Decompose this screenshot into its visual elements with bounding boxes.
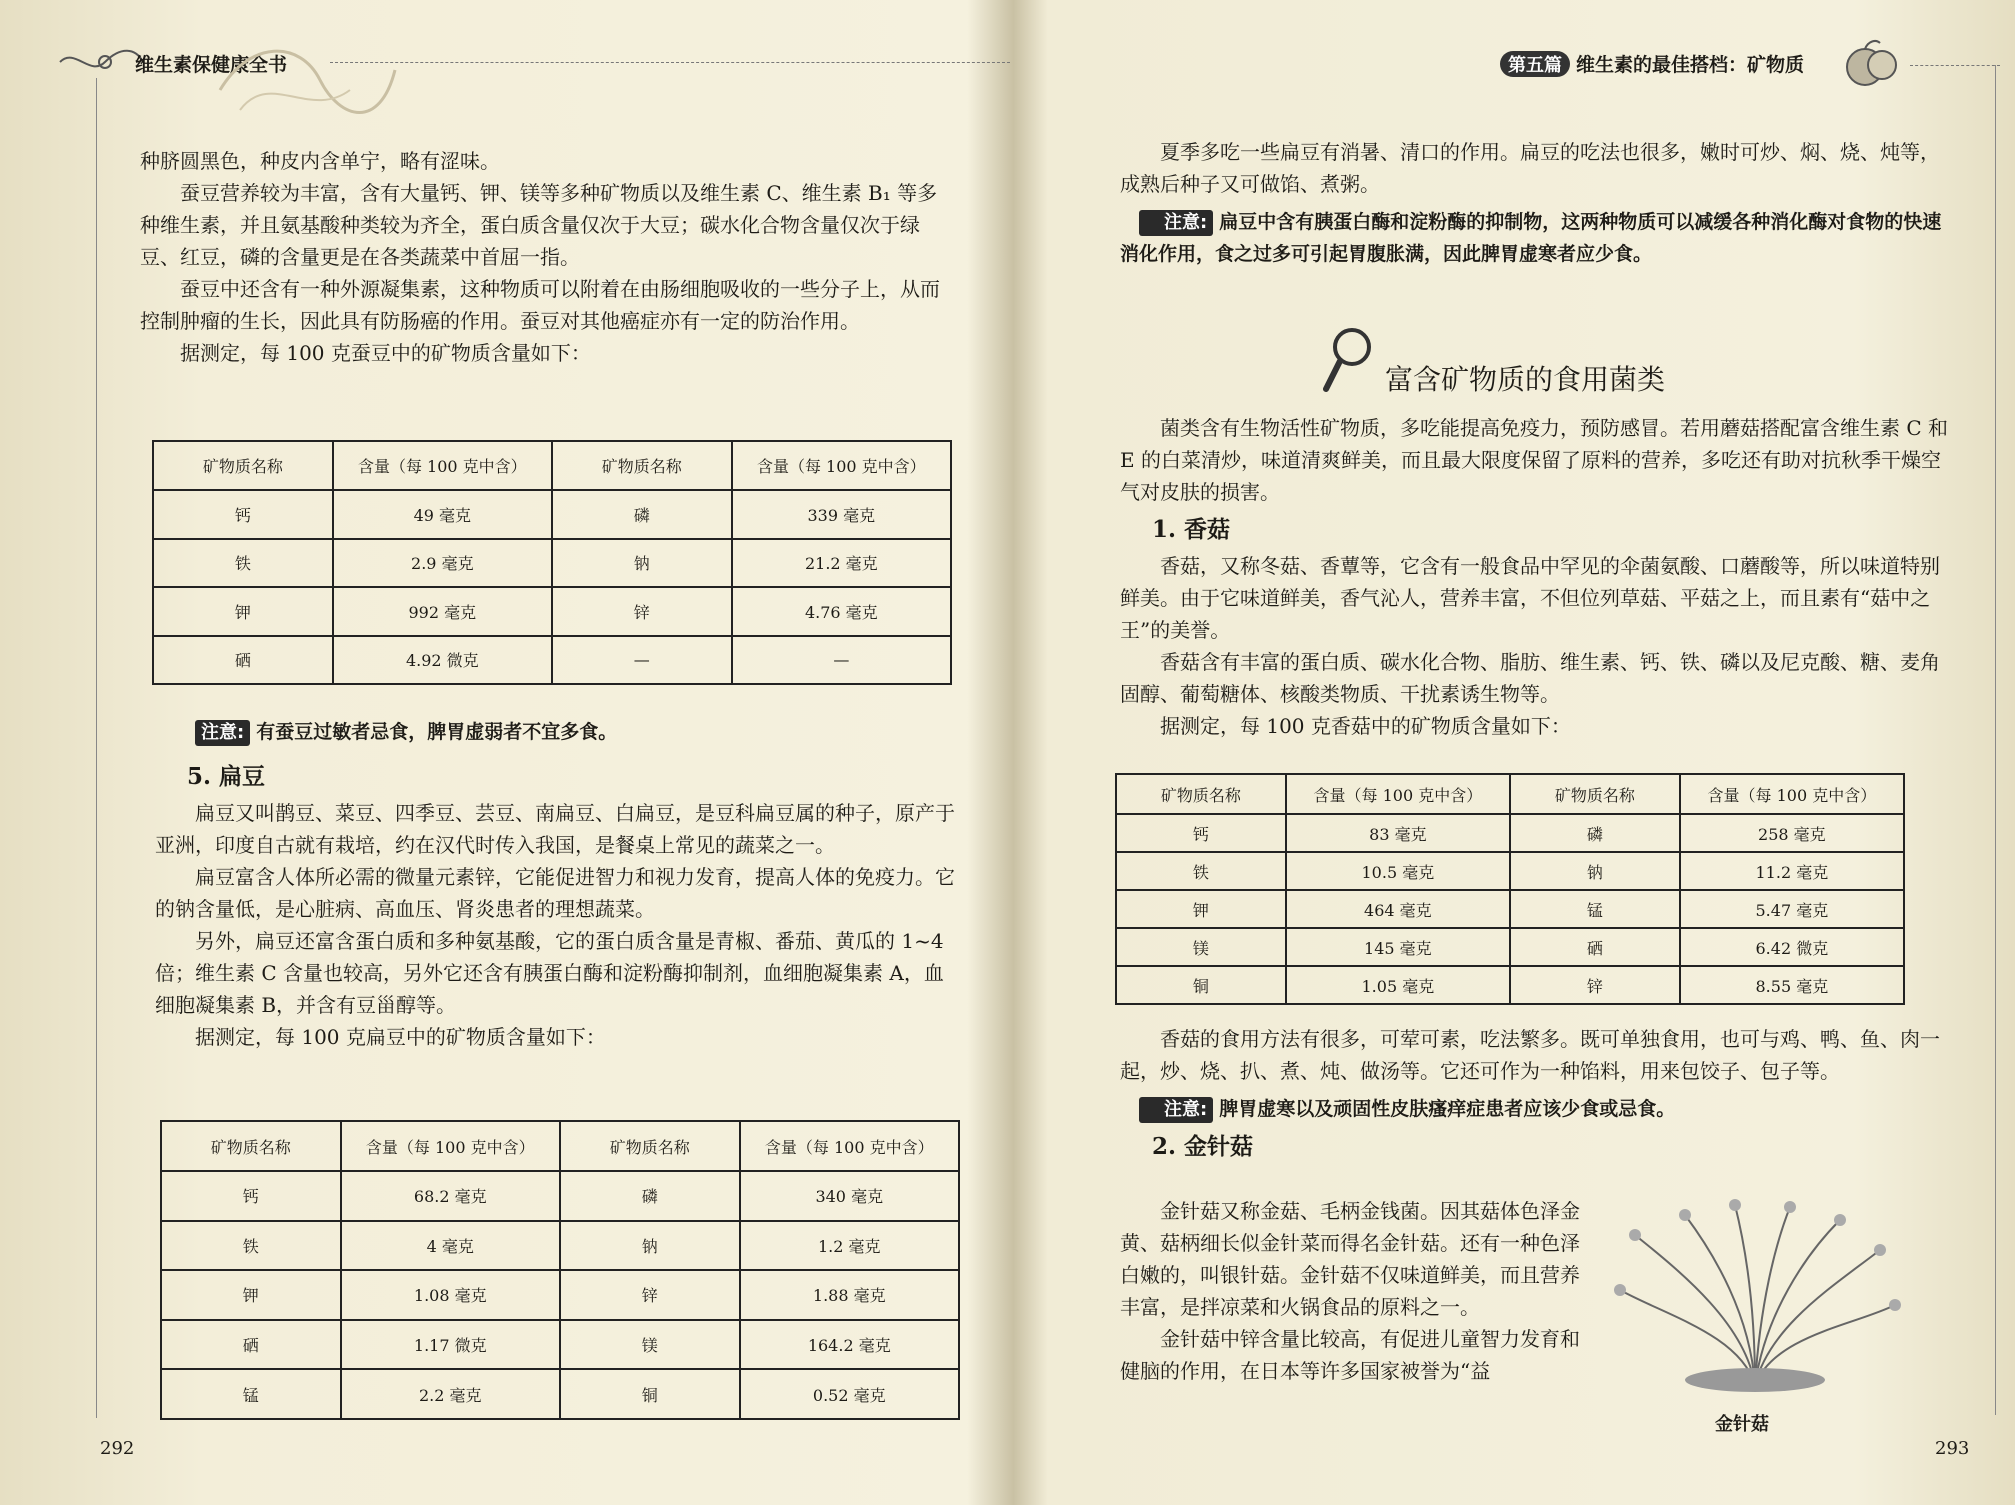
broad-bean-mineral-table bbox=[152, 440, 952, 685]
paragraph: 金针菇又称金菇、毛柄金钱菌。因其菇体色泽金黄、菇柄细长似金针菜而得名金针菇。还有一种色泽白嫩的，叫银针菇。金针菇不仅味道鲜美，而且营养丰富，是拌凉菜和火锅食品的原料之一。 bbox=[1120, 1199, 1580, 1319]
paragraph: 香菇含有丰富的蛋白质、碳水化合物、脂肪、维生素、钙、铁、磷以及尼克酸、糖、麦角固醇、葡萄糖体、核酸类物质、干扰素诱生物等。 bbox=[1120, 650, 1940, 706]
table-header: 含量（每 100 克中含） bbox=[1286, 774, 1510, 814]
table-row bbox=[153, 539, 951, 588]
enoki-mushroom-image bbox=[1605, 1195, 1905, 1395]
table-cell: 1.08 毫克 bbox=[341, 1270, 560, 1320]
header-rule bbox=[1910, 65, 2000, 66]
enoki-text bbox=[1120, 1195, 1590, 1387]
table-header: 矿物质名称 bbox=[560, 1121, 740, 1171]
paragraph: 香菇的食用方法有很多，可荤可素，吃法繁多。既可单独食用，也可与鸡、鸭、鱼、肉一起，炒、烧、扒、煮、炖、做汤等。它还可作为一种馅料，用来包饺子、包子等。 bbox=[1120, 1027, 1940, 1083]
shiitake-mineral-table bbox=[1115, 773, 1905, 1005]
table-cell: 464 毫克 bbox=[1286, 890, 1510, 928]
table-cell: 铜 bbox=[1116, 966, 1286, 1004]
table-cell: 钠 bbox=[552, 539, 732, 588]
section-heading: 1. 香菇 bbox=[1152, 516, 1231, 543]
note-label: 注意: bbox=[1139, 210, 1213, 236]
table-cell: — bbox=[552, 636, 732, 685]
table-cell: 硒 bbox=[153, 636, 333, 685]
table-cell: — bbox=[732, 636, 951, 685]
table-cell: 锰 bbox=[161, 1369, 341, 1419]
chapter-header bbox=[1500, 50, 1804, 77]
paragraph: 蚕豆中还含有一种外源凝集素，这种物质可以附着在由肠细胞吸收的一些分子上，从而控制肿瘤的生长，因此具有防肠癌的作用。蚕豆对其他癌症亦有一定的防治作用。 bbox=[140, 277, 940, 333]
table-cell: 锌 bbox=[560, 1270, 740, 1320]
table-cell: 11.2 毫克 bbox=[1680, 852, 1904, 890]
table-cell: 0.52 毫克 bbox=[740, 1369, 959, 1419]
table-cell: 铁 bbox=[1116, 852, 1286, 890]
hyacinth-bean-mineral-table bbox=[160, 1120, 960, 1420]
right-margin-rule bbox=[1995, 65, 1996, 1415]
table-header: 矿物质名称 bbox=[552, 441, 732, 490]
table-row bbox=[1116, 966, 1904, 1004]
book-title-header: 维生素保健康全书 bbox=[135, 54, 288, 76]
table-cell: 2.2 毫克 bbox=[341, 1369, 560, 1419]
table-cell: 145 毫克 bbox=[1286, 928, 1510, 966]
paragraph: 夏季多吃一些扁豆有消暑、清口的作用。扁豆的吃法也很多，嫩时可炒、焖、烧、炖等，成熟后种子又可做馅、煮粥。 bbox=[1120, 140, 1940, 196]
table-cell: 钾 bbox=[153, 587, 333, 636]
table-cell: 铜 bbox=[560, 1369, 740, 1419]
table-cell: 锰 bbox=[1510, 890, 1680, 928]
section-title: 富含矿物质的食用菌类 bbox=[1385, 363, 1666, 396]
table-cell: 1.2 毫克 bbox=[740, 1221, 959, 1271]
left-intro-text bbox=[140, 145, 940, 369]
table-row bbox=[153, 587, 951, 636]
table-row bbox=[1116, 814, 1904, 852]
magnifier-icon bbox=[1320, 325, 1375, 395]
table-cell: 磷 bbox=[560, 1171, 740, 1221]
table-row bbox=[161, 1270, 959, 1320]
table-header: 含量（每 100 克中含） bbox=[732, 441, 951, 490]
table-cell: 4 毫克 bbox=[341, 1221, 560, 1271]
table-header: 含量（每 100 克中含） bbox=[740, 1121, 959, 1171]
table-row bbox=[161, 1171, 959, 1221]
section-heading: 5. 扁豆 bbox=[187, 763, 266, 790]
chapter-title: 维生素的最佳搭档：矿物质 bbox=[1576, 54, 1805, 76]
table-cell: 磷 bbox=[1510, 814, 1680, 852]
table-cell: 6.42 微克 bbox=[1680, 928, 1904, 966]
table-cell: 钙 bbox=[161, 1171, 341, 1221]
paragraph: 据测定，每 100 克扁豆中的矿物质含量如下： bbox=[195, 1025, 606, 1049]
table-cell: 铁 bbox=[153, 539, 333, 588]
paragraph: 另外，扁豆还富含蛋白质和多种氨基酸，它的蛋白质含量是青椒、番茄、黄瓜的 1~4 倍；维生素 C 含量也较高，另外它还含有胰蛋白酶和淀粉酶抑制剂，血细胞凝集素 A，血细胞凝集素 B，并含有豆甾醇等。 bbox=[155, 929, 944, 1017]
table-cell: 8.55 毫克 bbox=[1680, 966, 1904, 1004]
table-header: 矿物质名称 bbox=[153, 441, 333, 490]
table-cell: 镁 bbox=[560, 1320, 740, 1370]
table-header: 含量（每 100 克中含） bbox=[1680, 774, 1904, 814]
table-cell: 钾 bbox=[1116, 890, 1286, 928]
table-cell: 68.2 毫克 bbox=[341, 1171, 560, 1221]
table-cell: 258 毫克 bbox=[1680, 814, 1904, 852]
left-note-1 bbox=[195, 710, 955, 754]
table-cell: 镁 bbox=[1116, 928, 1286, 966]
left-section-5 bbox=[155, 755, 955, 1053]
table-cell: 164.2 毫克 bbox=[740, 1320, 959, 1370]
right-after-table bbox=[1120, 1023, 1950, 1167]
table-header: 含量（每 100 克中含） bbox=[341, 1121, 560, 1171]
image-caption: 金针菇 bbox=[1715, 1414, 1769, 1435]
fruit-icon bbox=[1840, 35, 1900, 90]
right-top-text bbox=[1120, 136, 1950, 276]
table-cell: 992 毫克 bbox=[333, 587, 552, 636]
note-label: 注意: bbox=[1139, 1097, 1213, 1123]
table-row bbox=[1116, 928, 1904, 966]
paragraph: 据测定，每 100 克蚕豆中的矿物质含量如下： bbox=[180, 341, 591, 365]
table-cell: 锌 bbox=[1510, 966, 1680, 1004]
paragraph: 菌类含有生物活性矿物质，多吃能提高免疫力，预防感冒。若用蘑菇搭配富含维生素 C 和 E 的白菜清炒，味道清爽鲜美，而且最大限度保留了原料的营养，多吃还有助对抗秋季干燥空气对皮肤的损害。 bbox=[1120, 416, 1949, 504]
table-header: 矿物质名称 bbox=[1510, 774, 1680, 814]
table-row bbox=[1116, 890, 1904, 928]
table-cell: 钠 bbox=[560, 1221, 740, 1271]
chapter-badge: 第五篇 bbox=[1500, 51, 1570, 77]
paragraph: 扁豆又叫鹊豆、菜豆、四季豆、芸豆、南扁豆、白扁豆，是豆科扁豆属的种子，原产于亚洲，印度自古就有栽培，约在汉代时传入我国，是餐桌上常见的蔬菜之一。 bbox=[155, 801, 955, 857]
table-cell: 21.2 毫克 bbox=[732, 539, 951, 588]
flourish-decoration-icon bbox=[210, 30, 400, 140]
table-cell: 钙 bbox=[1116, 814, 1286, 852]
right-page bbox=[1030, 0, 2015, 1505]
table-cell: 锌 bbox=[552, 587, 732, 636]
table-row bbox=[1116, 852, 1904, 890]
table-row bbox=[161, 1320, 959, 1370]
table-cell: 钙 bbox=[153, 490, 333, 539]
table-cell: 1.05 毫克 bbox=[1286, 966, 1510, 1004]
note-text: 脾胃虚寒以及顽固性皮肤瘙痒症患者应该少食或忌食。 bbox=[1219, 1098, 1676, 1120]
table-cell: 5.47 毫克 bbox=[1680, 890, 1904, 928]
section-heading: 2. 金针菇 bbox=[1152, 1133, 1254, 1160]
paragraph: 据测定，每 100 克香菇中的矿物质含量如下： bbox=[1160, 714, 1571, 738]
header-rule bbox=[330, 62, 1010, 63]
table-cell: 83 毫克 bbox=[1286, 814, 1510, 852]
table-cell: 339 毫克 bbox=[732, 490, 951, 539]
page-number: 292 bbox=[100, 1438, 135, 1459]
table-cell: 4.76 毫克 bbox=[732, 587, 951, 636]
table-row bbox=[161, 1221, 959, 1271]
table-cell: 铁 bbox=[161, 1221, 341, 1271]
table-cell: 磷 bbox=[552, 490, 732, 539]
page-number: 293 bbox=[1935, 1438, 1970, 1459]
table-cell: 10.5 毫克 bbox=[1286, 852, 1510, 890]
paragraph: 种脐圆黑色，种皮内含单宁，略有涩味。 bbox=[140, 149, 500, 173]
table-cell: 49 毫克 bbox=[333, 490, 552, 539]
table-header: 矿物质名称 bbox=[161, 1121, 341, 1171]
table-cell: 340 毫克 bbox=[740, 1171, 959, 1221]
table-cell: 硒 bbox=[1510, 928, 1680, 966]
note-text: 扁豆中含有胰蛋白酶和淀粉酶的抑制物，这两种物质可以减缓各种消化酶对食物的快速消化作用，食之过多可引起胃腹胀满，因此脾胃虚寒者应少食。 bbox=[1120, 211, 1942, 265]
table-cell: 硒 bbox=[161, 1320, 341, 1370]
table-cell: 4.92 微克 bbox=[333, 636, 552, 685]
table-row bbox=[153, 636, 951, 685]
table-cell: 钠 bbox=[1510, 852, 1680, 890]
paragraph: 蚕豆营养较为丰富，含有大量钙、钾、镁等多种矿物质以及维生素 C、维生素 B₁ 等多种维生素，并且氨基酸种类较为齐全，蛋白质含量仅次于大豆；碳水化合物含量仅次于绿豆、红豆，磷的含量更是在各类蔬菜中首屈一指。 bbox=[140, 181, 938, 269]
ornament-icon bbox=[55, 42, 145, 82]
table-cell: 1.17 微克 bbox=[341, 1320, 560, 1370]
table-header: 含量（每 100 克中含） bbox=[333, 441, 552, 490]
paragraph: 金针菇中锌含量比较高，有促进儿童智力发育和健脑的作用，在日本等许多国家被誉为“益 bbox=[1120, 1327, 1580, 1383]
paragraph: 扁豆富含人体所必需的微量元素锌，它能促进智力和视力发育，提高人体的免疫力。它的钠含量低，是心脏病、高血压、肾炎患者的理想蔬菜。 bbox=[155, 865, 955, 921]
table-row bbox=[153, 490, 951, 539]
right-body bbox=[1120, 412, 1950, 742]
table-cell: 2.9 毫克 bbox=[333, 539, 552, 588]
table-cell: 1.88 毫克 bbox=[740, 1270, 959, 1320]
table-header: 矿物质名称 bbox=[1116, 774, 1286, 814]
paragraph: 香菇，又称冬菇、香蕈等，它含有一般食品中罕见的伞菌氨酸、口蘑酸等，所以味道特别鲜美。由于它味道鲜美，香气沁人，营养丰富，不但位列草菇、平菇之上，而且素有“菇中之王”的美誉。 bbox=[1120, 554, 1940, 642]
note-text: 有蚕豆过敏者忌食，脾胃虚弱者不宜多食。 bbox=[256, 721, 618, 743]
left-margin-rule bbox=[96, 78, 97, 1418]
table-row bbox=[161, 1369, 959, 1419]
note-label: 注意: bbox=[195, 720, 250, 746]
table-cell: 钾 bbox=[161, 1270, 341, 1320]
